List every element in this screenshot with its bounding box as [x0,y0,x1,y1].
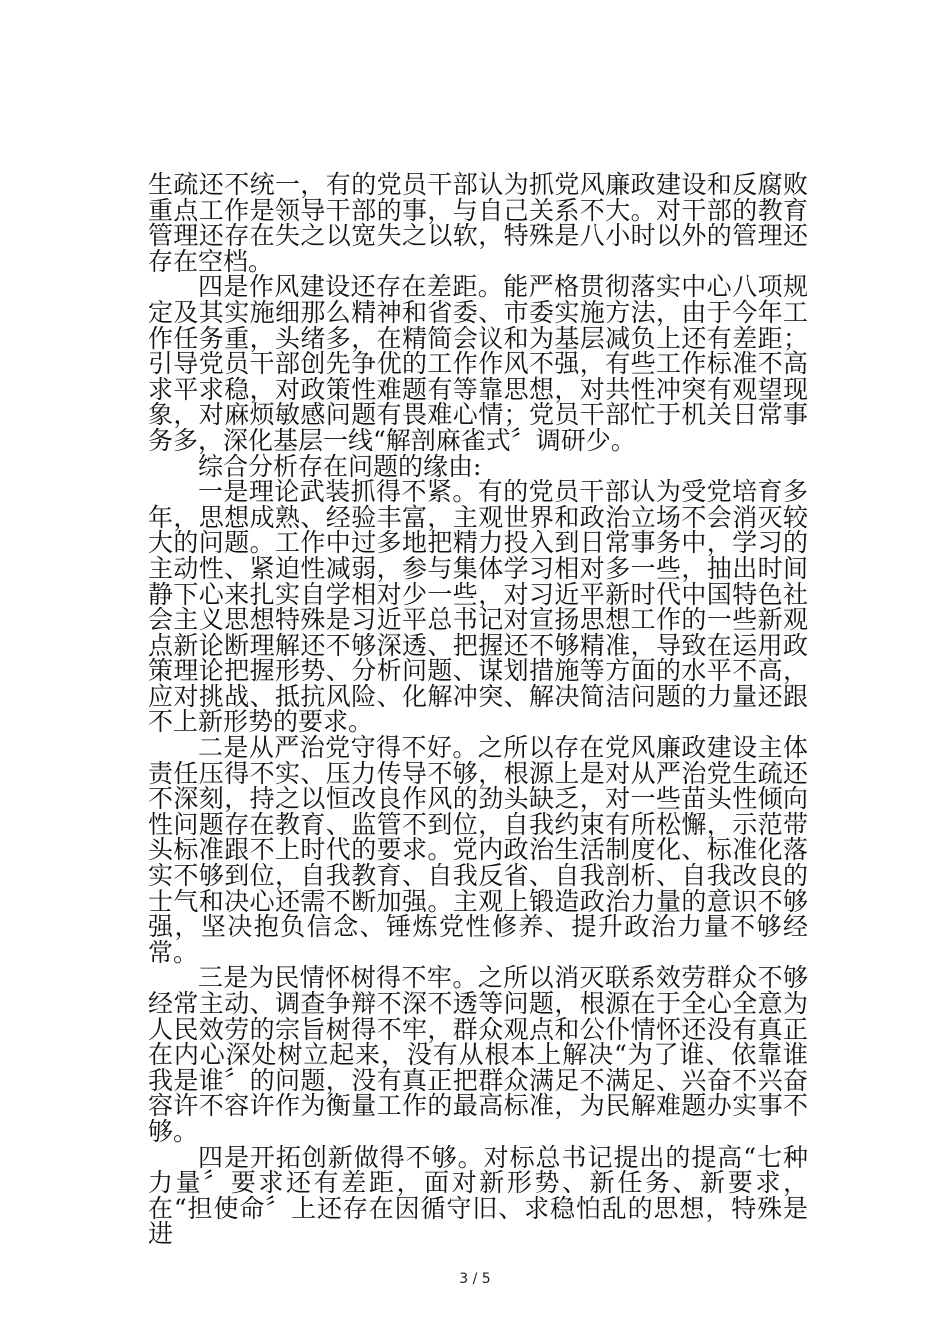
paragraph-party-discipline: 二是从严治党守得不好。之所以存在党风廉政建设主体责任压得不实、压力传导不够，根源上是对从严治党生疏还不深刻，持之以恒改良作风的劲头缺乏，对一些苗头性倾向性问题存在教育、监管不到位，自我约束有所松懈，示范带头标准跟不上时代的要求。党内政治生活制度化、标准化落实不够到位，自我教育、自我反省、自我剖析、自我改良的士气和决心还需不断加强。主观上锻造政治力量的意识不够强，坚决抱负信念、锤炼党性修养、提升政治力量不够经常。 [148,733,808,967]
paragraph-people-service: 三是为民情怀树得不牢。之所以消灭联系效劳群众不够经常主动、调查争辩不深不透等问题，根源在于全心全意为人民效劳的宗旨树得不牢，群众观点和公仆情怀还没有真正在内心深处树立起来，没有从根本上解决“为了谁、依靠谁我是谁〞的问题，没有真正把群众满足不满足、兴奋不兴奋容许不容许作为衡量工作的最高标准，为民解难题办实事不够。 [148,963,808,1146]
document-body [148,172,808,1247]
paragraph-style-gap: 四是作风建设还存在差距。能严格贯彻落实中心八项规定及其实施细那么精神和省委、市委实施方法，由于今年工作任务重，头绪多，在精简会议和为基层减负上还有差距；引导党员干部创先争优的工作作风不强，有些工作标准不高求平求稳，对政策性难题有等靠思想，对共性冲突有观望现象，对麻烦敏感问题有畏难心情；党员干部忙于机关日常事务多，深化基层一线“解剖麻雀式〞调研少。 [148,272,808,455]
paragraph-innovation: 四是开拓创新做得不够。对标总书记提出的提高“七种力量〞要求还有差距，面对新形势、新任务、新要求，在“担使命〞上还存在因循守旧、求稳怕乱的思想，特殊是进 [148,1142,808,1249]
page-number: 3 / 5 [459,1271,491,1287]
paragraph-theory: 一是理论武装抓得不紧。有的党员干部认为受党培育多年，思想成熟、经验丰富，主观世界和政治立场不会消灭较大的问题。工作中过多地把精力投入到日常事务中，学习的主动性、紧迫性减弱，参与集体学习相对多一些，抽出时间静下心来扎实自学相对少一些，对习近平新时代中国特色社会主义思想特殊是习近平总书记对宣扬思想工作的一些新观点新论断理解还不够深透、把握还不够精准，导致在运用政策理论把握形势、分析问题、谋划措施等方面的水平不高，应对挑战、抵抗风险、化解冲突、解决简洁问题的力量还跟不上新形势的要求。 [148,477,808,737]
paragraph-cause-heading: 综合分析存在问题的缘由: [198,451,482,481]
paragraph-continuation: 生疏还不统一，有的党员干部认为抓党风廉政建设和反腐败重点工作是领导干部的事，与自己关系不大。对干部的教育管理还存在失之以宽失之以软，特殊是八小时以外的管理还存在空档。 [148,170,808,276]
